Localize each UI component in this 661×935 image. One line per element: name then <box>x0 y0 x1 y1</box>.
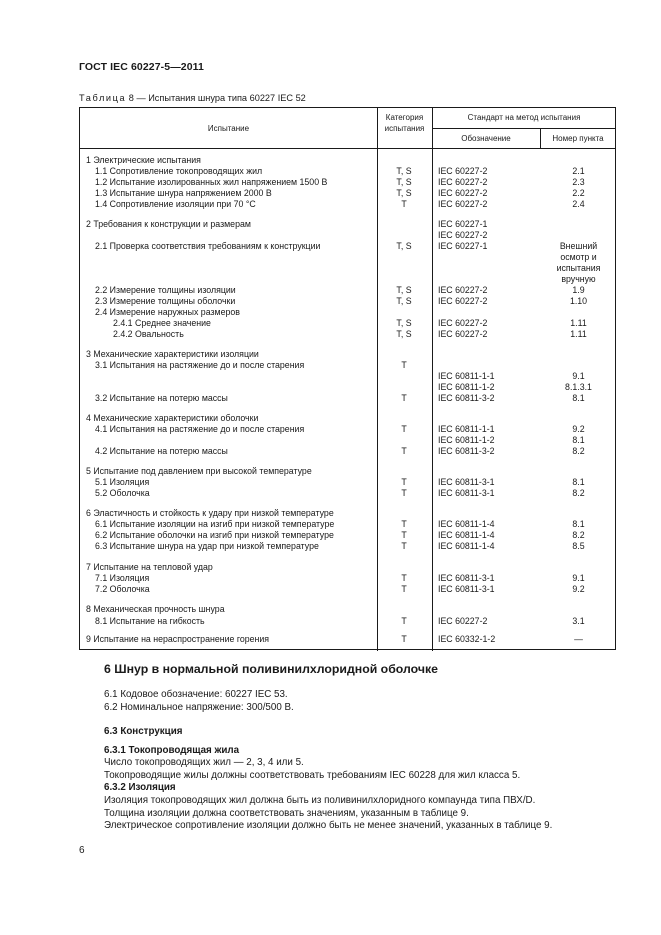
table-row <box>80 519 615 530</box>
cell-test-name: 1.1 Сопротивление токопроводящих жил <box>95 166 263 176</box>
cell-test-name: 2.4.1 Среднее значение <box>113 318 211 328</box>
cell-item-number: испытания <box>556 263 601 273</box>
cell-test-name: 7.1 Изоляция <box>95 573 150 583</box>
page-number: 6 <box>79 845 85 856</box>
table-row <box>80 360 615 371</box>
cell-category: T <box>401 199 407 209</box>
cell-standard: IEC 60227-2 <box>438 296 488 306</box>
cell-test-name: 6 Эластичность и стойкость к удару при низкой температуре <box>86 508 334 518</box>
cell-test-name: 6.2 Испытание оболочки на изгиб при низкой температуре <box>95 530 334 540</box>
table-caption <box>79 93 306 103</box>
cell-category: T <box>401 488 407 498</box>
cell-item-number: Внешний <box>559 241 598 251</box>
cell-test-name: 2.4.2 Овальность <box>113 329 184 339</box>
subheading-6-3-1: 6.3.1 Токопроводящая жила <box>104 745 240 756</box>
cell-standard: IEC 60811-1-1 <box>438 371 495 381</box>
paragraph-6-3-1-a: Число токопроводящих жил — 2, 3, 4 или 5. <box>104 757 304 768</box>
table-row <box>80 541 615 552</box>
cell-standard: IEC 60811-1-4 <box>438 530 495 540</box>
cell-category: T <box>401 477 407 487</box>
cell-category: T <box>401 573 407 583</box>
table-row <box>80 199 615 210</box>
cell-item-number: 8.1 <box>572 393 585 403</box>
cell-item-number: 8.2 <box>572 488 585 498</box>
cell-category: T <box>401 360 407 370</box>
table-row <box>80 530 615 541</box>
paragraph-6-3-1-b: Токопроводящие жилы должны соответствовать требованиям IEC 60228 для жил класса 5. <box>104 770 521 781</box>
table-row <box>80 318 615 329</box>
table-row <box>80 296 615 307</box>
table-row <box>80 329 615 340</box>
cell-test-name: 9 Испытание на нераспространение горения <box>86 634 270 644</box>
cell-standard: IEC 60811-1-2 <box>438 435 495 445</box>
cell-test-name: 6.3 Испытание шнура на удар при низкой температуре <box>95 541 319 551</box>
cell-standard: IEC 60811-3-1 <box>438 488 495 498</box>
table-row <box>80 435 615 446</box>
cell-standard: IEC 60227-2 <box>438 166 488 176</box>
cell-category: T, S <box>396 318 412 328</box>
cell-test-name: 2.4 Измерение наружных размеров <box>95 307 240 317</box>
subheading-6-3-2: 6.3.2 Изоляция <box>104 782 176 793</box>
cell-standard: IEC 60811-3-2 <box>438 446 495 456</box>
cell-test-name: 4.1 Испытания на растяжение до и после старения <box>95 424 305 434</box>
table-row <box>80 307 615 318</box>
cell-test-name: 1.4 Сопротивление изоляции при 70 °С <box>95 199 256 209</box>
cell-standard: IEC 60811-3-1 <box>438 584 495 594</box>
cell-test-name: 8 Механическая прочность шнура <box>86 604 225 614</box>
table-caption-text: 8 — Испытания шнура типа 60227 IEC 52 <box>126 93 306 103</box>
header-bottom-line <box>80 148 616 149</box>
cell-test-name: 5 Испытание под давлением при высокой температуре <box>86 466 312 476</box>
cell-test-name: 1.2 Испытание изолированных жил напряжением 1500 В <box>95 177 328 187</box>
table-row <box>80 508 615 519</box>
table-caption-prefix: Таблица <box>79 93 127 103</box>
cell-item-number: 1.9 <box>572 285 585 295</box>
cell-category: T <box>401 446 407 456</box>
table-row <box>80 285 615 296</box>
cell-item-number: 9.1 <box>572 371 585 381</box>
table-row <box>80 188 615 199</box>
cell-test-name: 2 Требования к конструкции и размерам <box>86 219 251 229</box>
table-row <box>80 477 615 488</box>
cell-standard: IEC 60227-2 <box>438 230 488 240</box>
cell-standard: IEC 60811-1-4 <box>438 519 495 529</box>
cell-category: T <box>401 424 407 434</box>
cell-test-name: 2.3 Измерение толщины оболочки <box>95 296 236 306</box>
paragraph-6-3-2-a: Изоляция токопроводящих жил должна быть из поливинилхлоридного компаунда типа ПВХ/D. <box>104 795 536 806</box>
cell-standard: IEC 60332-1-2 <box>438 634 496 644</box>
cell-test-name: 5.1 Изоляция <box>95 477 150 487</box>
table-row <box>80 616 615 627</box>
cell-test-name: 3 Механические характеристики изоляции <box>86 349 259 359</box>
table-row <box>80 604 615 615</box>
table-row <box>80 177 615 188</box>
cell-category: T, S <box>396 329 412 339</box>
cell-item-number: 8.5 <box>572 541 585 551</box>
header-subdivider <box>432 128 616 129</box>
table-row <box>80 466 615 477</box>
table-row <box>80 155 615 166</box>
cell-category: T <box>401 634 407 644</box>
cell-item-number: — <box>574 634 583 644</box>
cell-test-name: 7.2 Оболочка <box>95 584 150 594</box>
table-row <box>80 230 615 241</box>
cell-category: T, S <box>396 285 412 295</box>
table-row <box>80 241 615 252</box>
cell-category: T, S <box>396 241 412 251</box>
cell-test-name: 4 Механические характеристики оболочки <box>86 413 259 423</box>
header-test: Испытание <box>207 124 250 133</box>
cell-category: T <box>401 393 407 403</box>
table-row <box>80 562 615 573</box>
subheading-6-3: 6.3 Конструкция <box>104 726 183 737</box>
table-row <box>80 274 615 285</box>
section-heading: 6 Шнур в нормальной поливинилхлоридной оболочке <box>104 662 438 676</box>
cell-standard: IEC 60811-3-2 <box>438 393 495 403</box>
cell-item-number: 8.1 <box>572 519 585 529</box>
cell-item-number: 8.1 <box>572 477 585 487</box>
table-row <box>80 166 615 177</box>
cell-item-number: 2.3 <box>572 177 585 187</box>
cell-test-name: 4.2 Испытание на потерю массы <box>95 446 228 456</box>
cell-standard: IEC 60811-3-1 <box>438 573 495 583</box>
table-row <box>80 393 615 404</box>
test-table <box>79 107 616 650</box>
cell-standard: IEC 60227-1 <box>438 241 488 251</box>
table-row <box>80 413 615 424</box>
cell-category: T, S <box>396 296 412 306</box>
table-row <box>80 446 615 457</box>
cell-item-number: 1.10 <box>569 296 588 306</box>
cell-standard: IEC 60227-2 <box>438 188 488 198</box>
cell-test-name: 3.2 Испытание на потерю массы <box>95 393 228 403</box>
cell-test-name: 8.1 Испытание на гибкость <box>95 616 205 626</box>
cell-item-number: 3.1 <box>572 616 585 626</box>
cell-test-name: 5.2 Оболочка <box>95 488 150 498</box>
cell-standard: IEC 60227-2 <box>438 329 488 339</box>
cell-item-number: 2.2 <box>572 188 585 198</box>
cell-standard: IEC 60811-1-2 <box>438 382 495 392</box>
cell-category: T <box>401 616 407 626</box>
cell-category: T <box>401 541 407 551</box>
header-standard-group: Стандарт на метод испытания <box>467 113 581 122</box>
cell-standard: IEC 60811-1-1 <box>438 424 495 434</box>
cell-item-number: осмотр и <box>560 252 597 262</box>
table-row <box>80 252 615 263</box>
cell-test-name: 2.1 Проверка соответствия требованиям к конструкции <box>95 241 321 251</box>
cell-standard: IEC 60227-2 <box>438 616 488 626</box>
cell-test-name: 1.3 Испытание шнура напряжением 2000 В <box>95 188 272 198</box>
cell-item-number: 8.2 <box>572 530 585 540</box>
table-row <box>80 424 615 435</box>
cell-category: T <box>401 584 407 594</box>
cell-item-number: 9.1 <box>572 573 585 583</box>
paragraph-6-3-2-b: Толщина изоляции должна соответствовать значениям, указанным в таблице 9. <box>104 808 469 819</box>
table-row <box>80 219 615 230</box>
cell-standard: IEC 60227-2 <box>438 285 488 295</box>
cell-item-number: 1.11 <box>570 329 587 339</box>
cell-item-number: 8.2 <box>572 446 585 456</box>
cell-standard: IEC 60227-1 <box>438 219 488 229</box>
paragraph-6-3-2-c: Электрическое сопротивление изоляции должно быть не менее значений, указанных в таблице 9. <box>104 820 553 831</box>
cell-category: T, S <box>396 166 412 176</box>
table-row <box>80 584 615 595</box>
table-row <box>80 371 615 382</box>
table-row <box>80 382 615 393</box>
table-row <box>80 488 615 499</box>
cell-standard: IEC 60227-2 <box>438 199 488 209</box>
cell-standard: IEC 60811-3-1 <box>438 477 495 487</box>
cell-item-number: 8.1.3.1 <box>565 382 592 392</box>
table-row <box>80 573 615 584</box>
header-designation: Обозначение <box>461 134 511 143</box>
cell-test-name: 1 Электрические испытания <box>86 155 201 165</box>
cell-item-number: 8.1 <box>572 435 585 445</box>
header-category: Категория испытания <box>384 113 425 133</box>
cell-item-number: 9.2 <box>572 424 585 434</box>
header-item-number: Номер пункта <box>552 134 604 143</box>
cell-item-number: вручную <box>561 274 596 284</box>
cell-test-name: 6.1 Испытание изоляции на изгиб при низкой температуре <box>95 519 335 529</box>
paragraph-6-2: 6.2 Номинальное напряжение: 300/500 В. <box>104 702 294 713</box>
cell-item-number: 2.4 <box>572 199 585 209</box>
cell-standard: IEC 60811-1-4 <box>438 541 495 551</box>
cell-category: T <box>401 530 407 540</box>
cell-test-name: 7 Испытание на тепловой удар <box>86 562 213 572</box>
cell-test-name: 3.1 Испытания на растяжение до и после старения <box>95 360 305 370</box>
cell-item-number: 2.1 <box>572 166 585 176</box>
cell-item-number: 1.11 <box>570 318 587 328</box>
cell-standard: IEC 60227-2 <box>438 177 488 187</box>
cell-item-number: 9.2 <box>572 584 585 594</box>
cell-category: T <box>401 519 407 529</box>
cell-category: T, S <box>396 188 412 198</box>
table-row <box>80 634 615 645</box>
table-row <box>80 349 615 360</box>
cell-category: T, S <box>396 177 412 187</box>
paragraph-6-1: 6.1 Кодовое обозначение: 60227 IEC 53. <box>104 689 288 700</box>
document-header: ГОСТ IEC 60227-5—2011 <box>79 61 204 73</box>
cell-test-name: 2.2 Измерение толщины изоляции <box>95 285 236 295</box>
cell-standard: IEC 60227-2 <box>438 318 488 328</box>
table-row <box>80 263 615 274</box>
